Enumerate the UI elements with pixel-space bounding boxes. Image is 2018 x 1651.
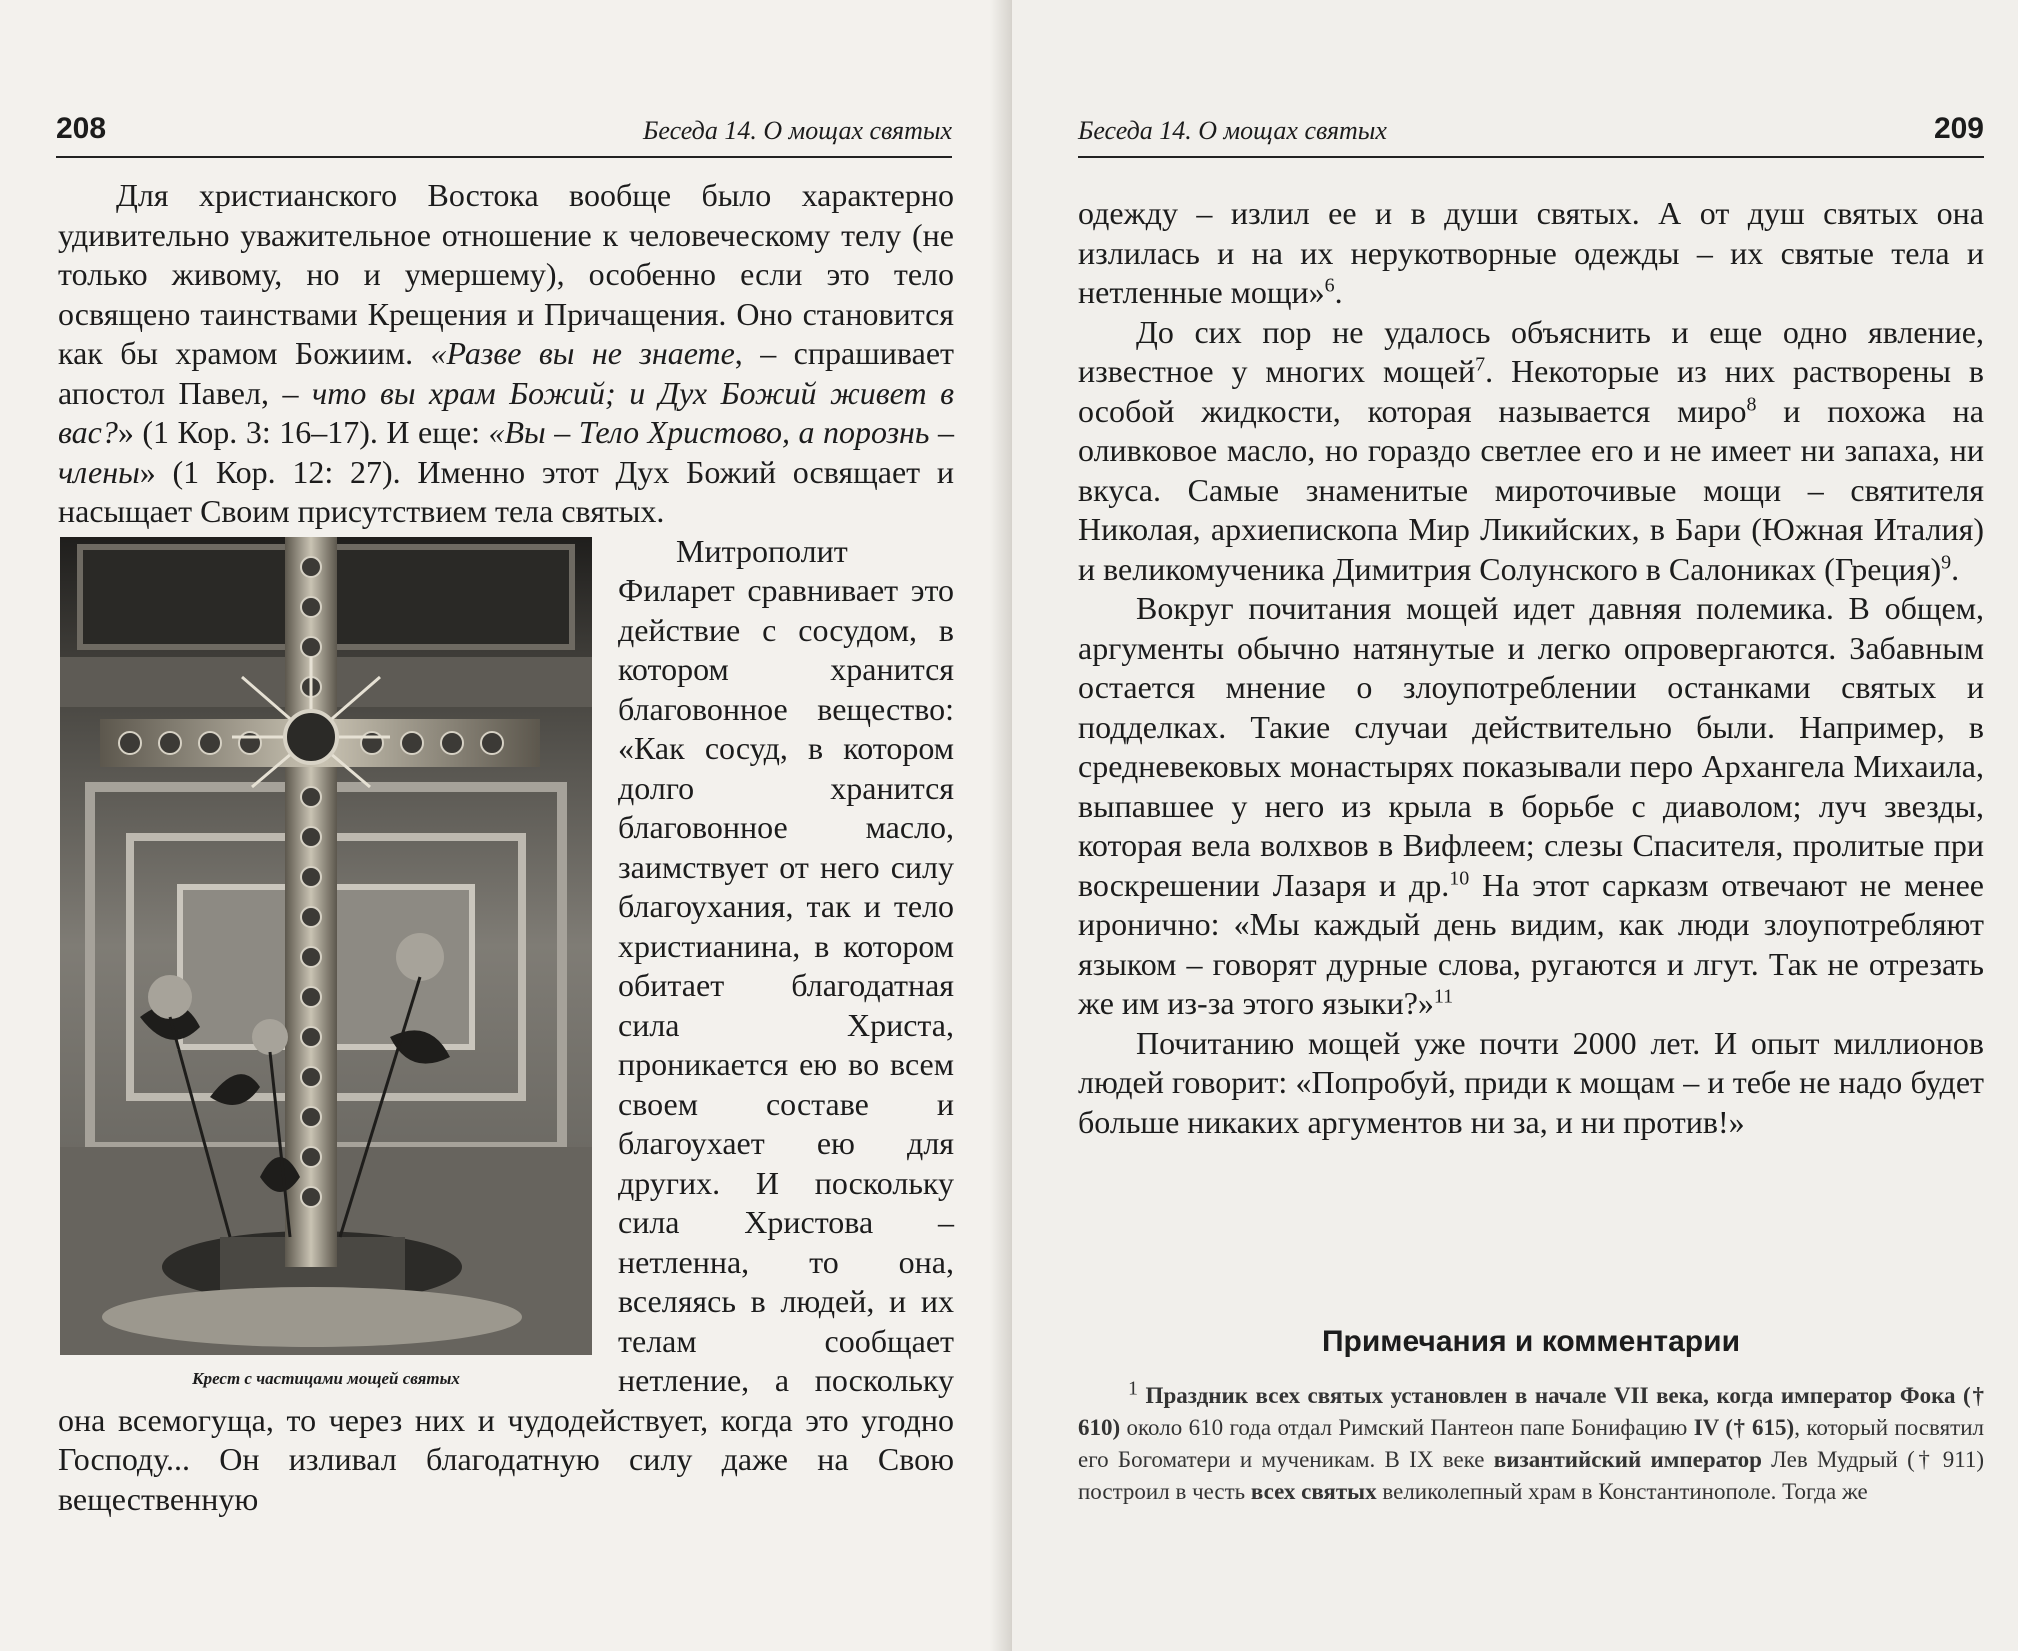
note-1 (1078, 1377, 1984, 1508)
left-running-title: Беседа 14. О мощах святых (643, 116, 952, 145)
right-page (1012, 0, 2018, 1651)
left-page-number: 208 (56, 112, 107, 145)
figure-caption: Крест с частицами мощей святых (192, 1368, 460, 1388)
text-segment: » (1 Кор. 3: 16–17). И еще: (117, 414, 489, 450)
text-segment: Для христианского Востока вообще было характерно удивительно уважительное отношение к человеческому телу (не только живому, но и умершему), особенно если это тело освящено таинствами Крещения и Причащения. Оно становится как бы храмом Божиим. (58, 177, 954, 371)
right-paragraph-3 (1078, 589, 1984, 1024)
text-segment: великолепный храм в Константинополе. Тогда же (1376, 1479, 1868, 1504)
text-segment: «Разве вы не знаете (430, 335, 735, 371)
text-segment: 1 (1128, 1377, 1138, 1400)
footnote-ref-6: 6 (1324, 274, 1335, 297)
figure (60, 537, 592, 1389)
text-segment: Праздник всех святых установлен в начале VII века, когда император (1138, 1383, 1900, 1408)
notes-heading: Примечания и комментарии (1321, 1325, 1741, 1358)
right-page-header (1078, 108, 1984, 158)
right-paragraph-2a: До сих пор не удалось объяснить и еще одно явление, известное у многих мощей (1078, 313, 1984, 389)
right-paragraph-3a: Вокруг почитания мощей идет давняя полемика. В общем, аргументы обычно натянутые и легко опровергаются. Забавным остается мнение о злоупотреблении останками святых и подделках. Такие случаи действительно были. Например, в средневековых монастырях показывали перо Архангела Михаила, выпавшее у него из крыла в борьбе с диаволом; луч звезды, которая вела волхвов в Вифлеем; слезы Спасителя, пролитые при воскрешении Лазаря и др. (1078, 590, 1984, 903)
right-paragraph-2c: и похожа на оливковое масло, но гораздо светлее его и не имеет ни запаха, ни вкуса. Самые знаменитые мироточивые мощи – святителя Николая, архиепископа Мир Ликийских, в Бари (Южная Италия) и великомученика Димитрия Солунского в Салониках (Греция) (1078, 392, 1985, 587)
text-segment: » (1 Кор. 12: 27). Именно этот Дух Божий освящает и насыщает Своим присутствием тела святых. (58, 453, 954, 529)
right-paragraph-1-text: одежду – излил ее и в души святых. А от душ святых она излилась и на их нерукотворные одежды – их святые тела и нетленные мощи» (1078, 195, 1984, 310)
left-page-body (58, 176, 954, 1519)
right-paragraph-2: До сих пор не удалось объяснить и еще одно явление, известное у многих мощей$^7$. Некоторые из них растворены в особой жидкости, которая называется миро$^8$ и похожа на оливковое масло, но гораздо светлее его и не имеет ни запаха, ни вкуса. Самые знаменитые мироточивые мощи – святителя Николая, архиепископа Мир Ликийских, в Бари (Южная Италия) и великомученика Димитрия Солунского в Салониках (Греция)$^9$. (1078, 313, 1985, 587)
left-page-header (56, 108, 952, 158)
right-paragraph-4: Почитанию мощей уже почти 2000 лет. И опыт миллионов людей говорит: «Попробуй, приди к мощам – и тебе не надо будет больше никаких аргументов ни за, и ни против!» (1078, 1024, 1984, 1140)
cross-photo (60, 537, 592, 1355)
notes-section (1078, 1377, 1984, 1508)
text-segment: что вы храм Божий; и Дух Божий живет в вас? (58, 374, 955, 450)
text-segment: всех святых (1250, 1479, 1377, 1504)
text-segment: «Вы – Тело Христово, а порознь – члены (58, 414, 955, 490)
right-page-body (1078, 194, 1985, 1504)
right-running-title: Беседа 14. О мощах святых (1078, 116, 1387, 145)
text-segment: , который посвятил его Богоматери и мученикам. В IX веке (1078, 1415, 1984, 1472)
text-segment: византийский император (1493, 1447, 1762, 1472)
right-paragraph-1: одежду – излил ее и в души святых. А от душ святых она излилась и на их нерукотворные одежды – их святые тела и нетленные мощи»$^6$. (1078, 195, 1984, 310)
right-page-number: 209 (1933, 112, 1984, 145)
text-segment: IV († 615) (1693, 1415, 1795, 1440)
footnote-ref-7: 7 (1475, 353, 1486, 376)
footnote-ref-9: 9 (1941, 550, 1952, 573)
footnote-ref-11: 11 (1433, 985, 1454, 1008)
left-paragraph-2: Митрополит Филарет сравнивает это действие с сосудом, в котором хранится благовонное вещество: «Как сосуд, в котором долго хранится благовонное масло, заимствует от него силу благоухания, так и тело христианина, в котором обитает благодатная сила Христа, проникается ею во всем своем составе и благоухает ею для других. И поскольку сила Христова – нетленна, то она, вселяясь в людей, и их телам сообщает нетление, а поскольку она всемогуща, то через них и чудодействует, когда это угодно Господу... Он изливал благодатную силу даже на Свою вещественную (58, 532, 954, 1517)
right-paragraph-3b: На этот сарказм отвечают не менее иронично: «Мы каждый день видим, как люди злоупотребляют языком – говорят дурные слова, ругаются и лгут. Так не отрезать же им из-за этого языки?» (1078, 866, 1985, 1021)
text-segment: , – спрашивает апостол Павел, – (58, 335, 955, 411)
text-segment: около 610 года отдал Римский Пантеон папе Бонифацию (1120, 1415, 1694, 1440)
left-paragraph-1 (58, 176, 954, 532)
text-segment: Лев Мудрый († 911) построил в честь (1078, 1447, 1984, 1504)
footnote-ref-8: 8 (1746, 392, 1757, 415)
right-paragraph-2b: . Некоторые из них растворены в особой жидкости, которая называется миро (1078, 353, 1984, 429)
text-segment: Фока († 610) (1078, 1383, 1984, 1440)
footnote-ref-10: 10 (1449, 866, 1470, 889)
